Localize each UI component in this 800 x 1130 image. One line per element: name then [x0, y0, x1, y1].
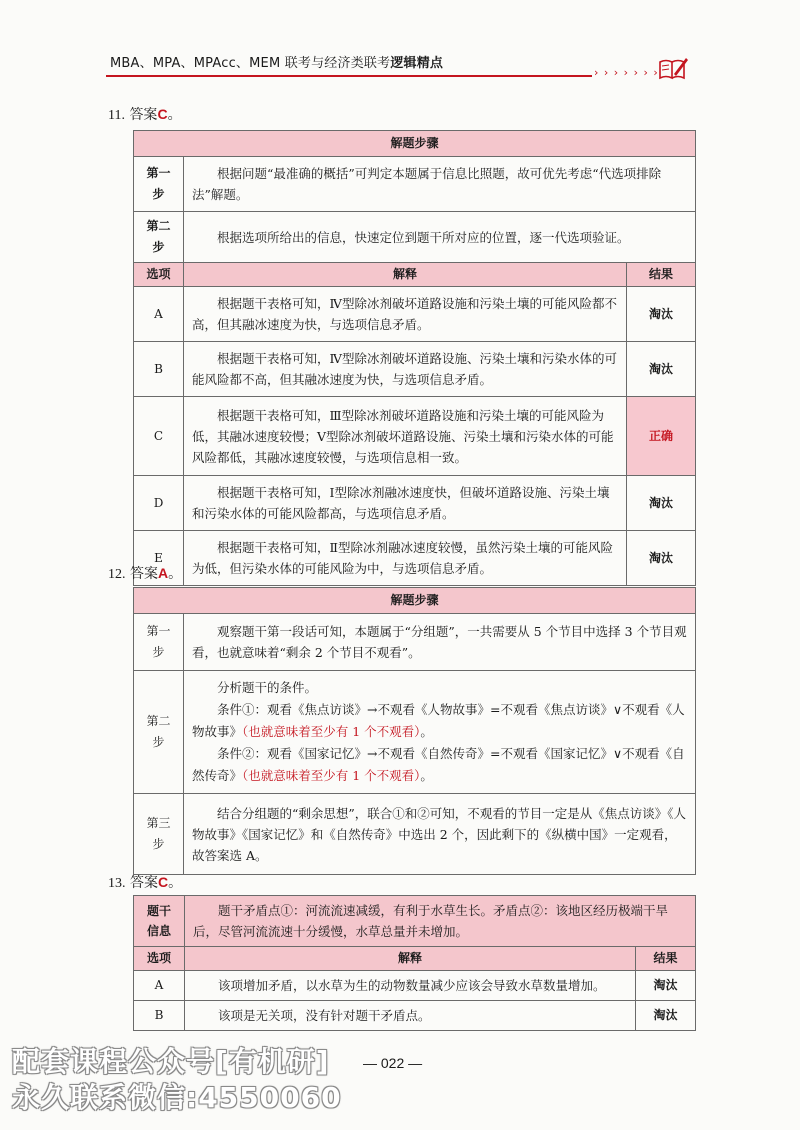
q11-table — [133, 130, 696, 586]
q11-answer-suffix: 。 — [167, 107, 182, 123]
q12-step1-text: 观察题干第一段话可知，本题属于“分组题”，一共需要从 5 个节目中选择 3 个节目观看，也就意味着“剩余 2 个节目不观看”。 — [184, 614, 696, 671]
header-title — [110, 52, 443, 71]
q13-col-option: 选项 — [134, 947, 185, 971]
q11-answer-letter: C — [157, 106, 168, 122]
q13-col-result: 结果 — [636, 947, 696, 971]
q12-step3-row — [134, 794, 696, 875]
q12-step2-row — [134, 671, 696, 794]
q13-number: 13. — [108, 876, 126, 891]
q11-step1-text: 根据问题“最准确的概括”可判定本题属于信息比照题，故可优先考虑“代选项排除法”解题。 — [184, 157, 696, 212]
page-header — [0, 0, 800, 92]
q11-col-option: 选项 — [134, 263, 184, 287]
q12-step2-label: 第二步 — [134, 671, 184, 794]
q11-row-d-option: D — [134, 476, 184, 531]
q13-row-b-text: 该项是无关项，没有针对题干矛盾点。 — [185, 1001, 636, 1031]
q12-step2-condition1 — [192, 699, 687, 743]
q13-answer — [108, 872, 182, 892]
q11-row-c — [134, 397, 696, 476]
q13-row-a-option: A — [134, 971, 185, 1001]
q12-answer-prefix: 答案 — [129, 566, 158, 582]
q11-row-c-text: 根据题干表格可知，Ⅲ型除冰剂破坏道路设施和污染土壤的可能风险为低，其融冰速度较慢；Ⅴ型除冰剂破坏道路设施、污染土壤和污染水体的可能风险都低，其融冰速度较慢，与选项信息相一致。 — [184, 397, 627, 476]
page-number: — 022 — — [363, 1055, 423, 1071]
q12-step3-text: 结合分组题的“剩余思想”，联合①和②可知，不观看的节目一定是从《焦点访谈》《人物故事》《国家记忆》和《自然传奇》中选出 2 个，因此剩下的《纵横中国》一定观看，故答案选 A。 — [184, 794, 696, 875]
q13-answer-letter: C — [157, 874, 169, 890]
q11-step2-label: 第二步 — [134, 212, 184, 263]
q12-step2-c1-note: （也就意味着至少有 1 个不观看） — [242, 724, 421, 739]
q11-row-e-option: E — [134, 531, 184, 586]
q13-info-label: 题干信息 — [134, 896, 185, 947]
book-pencil-icon — [656, 52, 690, 86]
q12-step2-body — [184, 671, 696, 794]
q13-row-a-text: 该项增加矛盾，以水草为生的动物数量减少应该会导致水草数量增加。 — [185, 971, 636, 1001]
q12-step2-intro: 分析题干的条件。 — [217, 680, 318, 695]
q13-row-a — [134, 971, 696, 1001]
q11-row-e — [134, 531, 696, 586]
q12-step2-c1-end: 。 — [420, 724, 433, 739]
q12-answer — [108, 563, 182, 583]
q11-row-d-text: 根据题干表格可知，Ⅰ型除冰剂融冰速度快，但破坏道路设施、污染土壤和污染水体的可能风险都高，与选项信息矛盾。 — [184, 476, 627, 531]
q11-row-e-text: 根据题干表格可知，Ⅱ型除冰剂融冰速度较慢，虽然污染土壤的可能风险为低，但污染水体的可能风险为中，与选项信息矛盾。 — [184, 531, 627, 586]
q11-step2-row — [134, 212, 696, 263]
header-arrows: › › › › › › › — [594, 66, 659, 79]
q11-row-c-result: 正确 — [627, 397, 696, 476]
header-divider — [106, 75, 592, 77]
q13-answer-suffix: 。 — [168, 875, 183, 891]
header-title-bold: 逻辑精点 — [390, 56, 444, 71]
q13-col-explain: 解释 — [185, 947, 636, 971]
q11-step1-label: 第一步 — [134, 157, 184, 212]
q12-steps-header: 解题步骤 — [134, 588, 696, 614]
q12-step3-label: 第三步 — [134, 794, 184, 875]
q11-row-d-result: 淘汰 — [627, 476, 696, 531]
header-title-plain: MBA、MPA、MPAcc、MEM 联考与经济类联考 — [110, 56, 391, 71]
q12-step2-c2-note: （也就意味着至少有 1 个不观看） — [242, 768, 421, 783]
q11-col-explain: 解释 — [184, 263, 627, 287]
q11-row-b-option: B — [134, 342, 184, 397]
watermark-line-2: 永久联系微信:4550060 — [12, 1081, 342, 1114]
q11-steps-header: 解题步骤 — [134, 131, 696, 157]
q11-row-e-result: 淘汰 — [627, 531, 696, 586]
q11-row-b-text: 根据题干表格可知，Ⅳ型除冰剂破坏道路设施、污染土壤和污染水体的可能风险都不高，但其融冰速度为快，与选项信息矛盾。 — [184, 342, 627, 397]
q13-info-row — [134, 896, 696, 947]
q12-number: 12. — [108, 567, 126, 582]
q11-row-a-text: 根据题干表格可知，Ⅳ型除冰剂破坏道路设施和污染土壤的可能风险都不高，但其融冰速度为快，与选项信息矛盾。 — [184, 287, 627, 342]
q11-step1-row — [134, 157, 696, 212]
q12-step1-row — [134, 614, 696, 671]
watermark-line-1: 配套课程公众号[有机研] — [12, 1045, 330, 1078]
q13-row-b — [134, 1001, 696, 1031]
q11-row-a — [134, 287, 696, 342]
q13-row-a-result: 淘汰 — [636, 971, 696, 1001]
q11-col-result: 结果 — [627, 263, 696, 287]
q12-step2-c1-text: 条件①：观看《焦点访谈》→不观看《人物故事》=不观看《焦点访谈》∨不观看《人物故事》 — [192, 702, 685, 739]
q11-row-b — [134, 342, 696, 397]
q11-answer-prefix: 答案 — [129, 107, 158, 123]
q12-step1-label: 第一步 — [134, 614, 184, 671]
q13-col-header-row — [134, 947, 696, 971]
q11-row-a-option: A — [134, 287, 184, 342]
q12-step2-condition2 — [192, 743, 687, 787]
q11-answer — [108, 104, 182, 124]
q13-answer-prefix: 答案 — [129, 875, 158, 891]
q12-steps-header-row — [134, 588, 696, 614]
q11-row-b-result: 淘汰 — [627, 342, 696, 397]
q12-step2-c2-end: 。 — [420, 768, 433, 783]
q13-info-text: 题干矛盾点①：河流流速减缓，有利于水草生长。矛盾点②：该地区经历极端干旱后，尽管河流流速十分缓慢，水草总量并未增加。 — [185, 896, 696, 947]
q11-col-header-row — [134, 263, 696, 287]
q11-row-a-result: 淘汰 — [627, 287, 696, 342]
q13-row-b-result: 淘汰 — [636, 1001, 696, 1031]
q12-answer-letter: A — [157, 565, 169, 581]
q11-row-c-option: C — [134, 397, 184, 476]
q13-row-b-option: B — [134, 1001, 185, 1031]
q12-table — [133, 587, 696, 875]
q13-table — [133, 895, 696, 1031]
q12-answer-suffix: 。 — [168, 566, 183, 582]
q11-step2-text: 根据选项所给出的信息，快速定位到题干所对应的位置，逐一代选项验证。 — [184, 212, 696, 263]
q11-steps-header-row — [134, 131, 696, 157]
q11-row-d — [134, 476, 696, 531]
q11-number: 11. — [108, 108, 125, 123]
q12-step2-c2-text: 条件②：观看《国家记忆》→不观看《自然传奇》=不观看《国家记忆》∨不观看《自然传奇》 — [192, 746, 685, 783]
